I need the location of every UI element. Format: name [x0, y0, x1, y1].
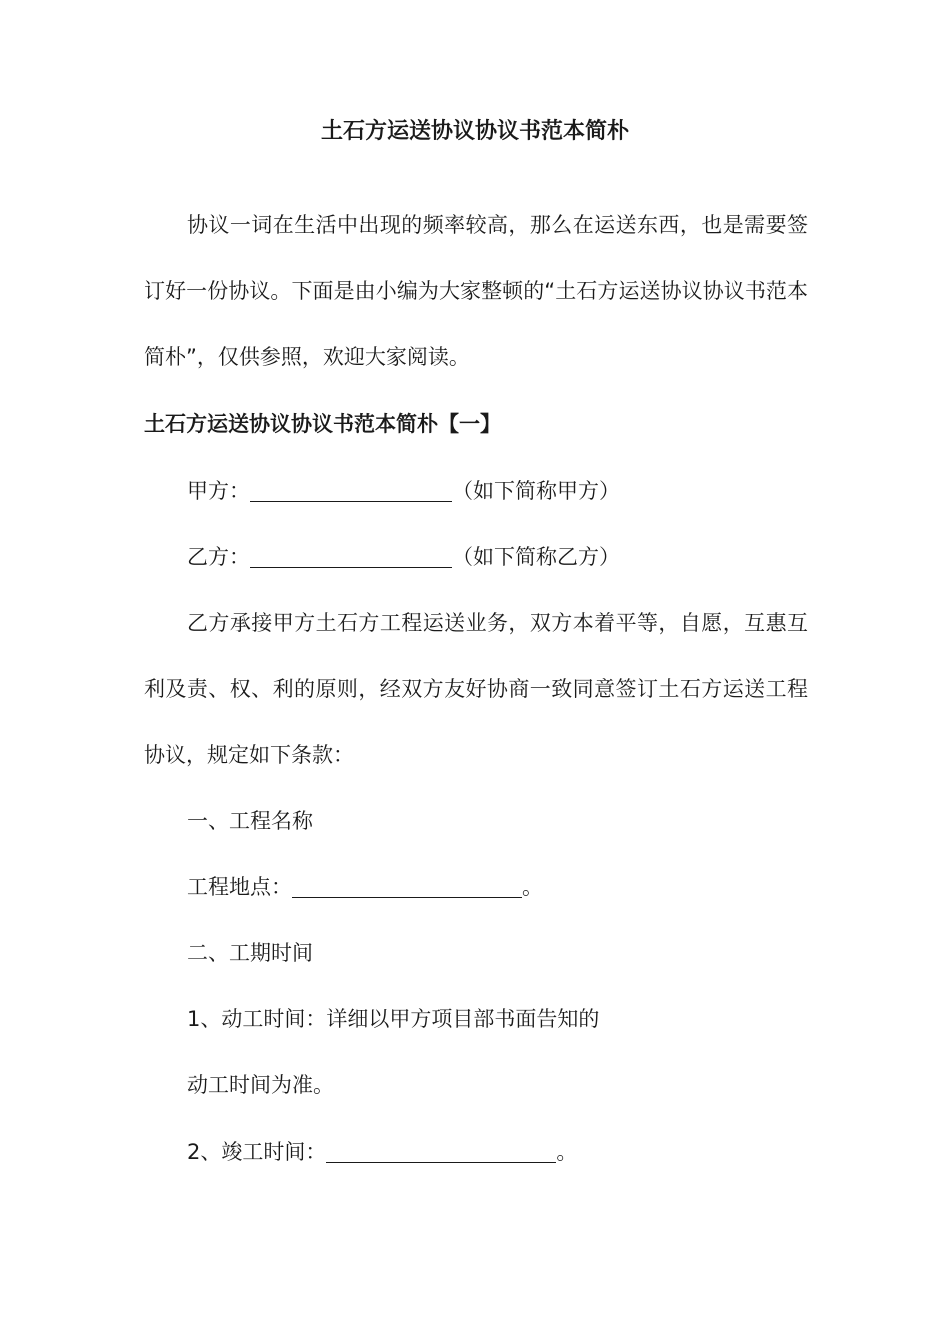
end-time-label: 2、竣工时间： — [187, 1140, 327, 1164]
clause-1-heading: 一、工程名称 — [187, 809, 313, 833]
start-time-line-2: 动工时间为准。 — [187, 1073, 334, 1097]
intro-paragraph: 协议一词在生活中出现的频率较高，那么在运送东西，也是需要签订好一份协议。下面是由小编为大家整顿的“土石方运送协议协议书范本简朴”，仅供参照，欢迎大家阅读。 — [144, 213, 808, 369]
party-a-blank — [250, 477, 452, 502]
site-label: 工程地点： — [187, 875, 292, 899]
party-b-label: 乙方： — [187, 545, 250, 569]
site-suffix: 。 — [522, 875, 543, 899]
site-line — [187, 867, 543, 907]
document-title: 土石方运送协议协议书范本简朴 — [320, 119, 629, 144]
party-b-blank — [250, 543, 452, 568]
party-b-line — [187, 537, 620, 577]
terms-paragraph: 乙方承接甲方土石方工程运送业务，双方本着平等，自愿，互惠互利及责、权、利的原则，经双方友好协商一致同意签订土石方运送工程协议，规定如下条款： — [144, 611, 808, 767]
party-a-label: 甲方： — [187, 479, 250, 503]
end-time-line — [187, 1132, 577, 1172]
site-blank — [292, 873, 522, 898]
party-b-suffix: （如下简称乙方） — [452, 545, 620, 569]
party-a-line — [187, 471, 620, 511]
end-time-suffix: 。 — [556, 1140, 578, 1164]
clause-2-heading: 二、工期时间 — [187, 941, 313, 965]
end-time-blank — [326, 1138, 556, 1163]
section-heading: 土石方运送协议协议书范本简朴【一】 — [144, 412, 501, 436]
start-time-line-1: 1、动工时间：详细以甲方项目部书面告知的 — [187, 1007, 600, 1031]
party-a-suffix: （如下简称甲方） — [452, 479, 620, 503]
